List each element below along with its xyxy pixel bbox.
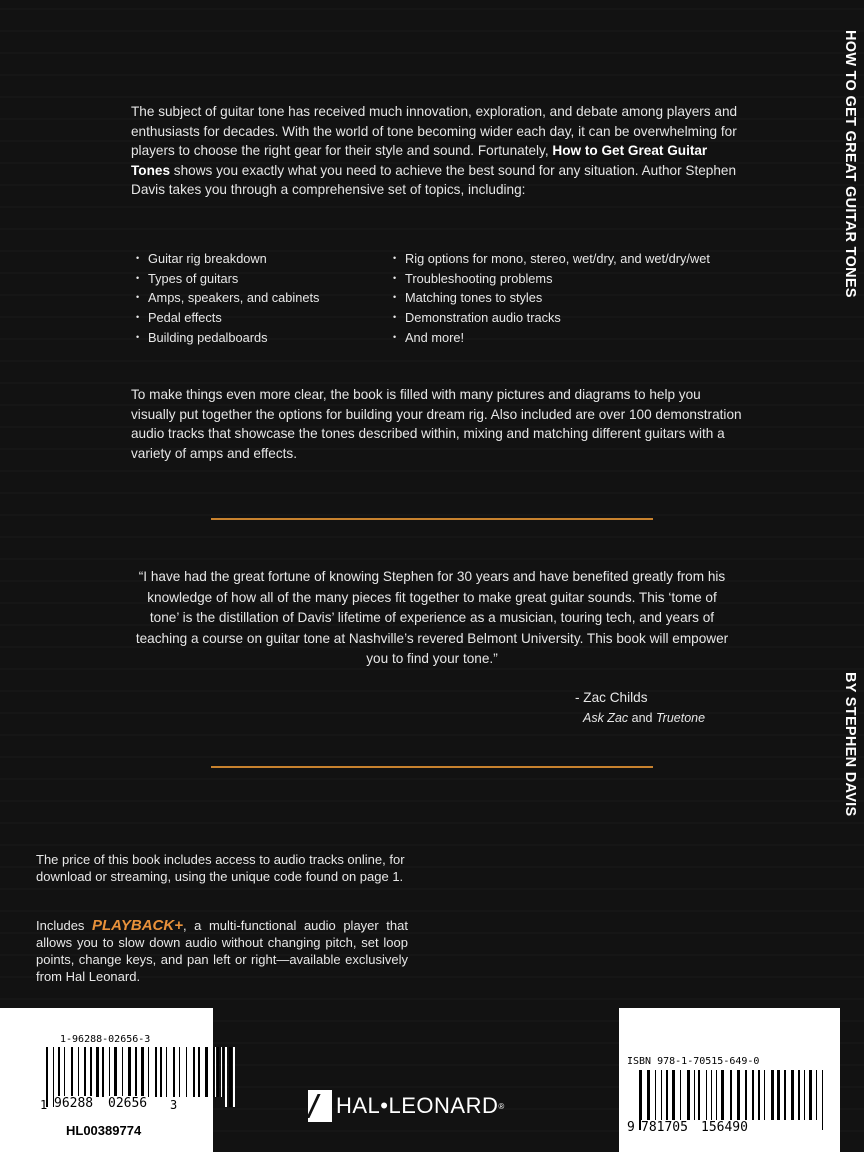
barcode-bar [125, 1047, 127, 1097]
quote-author: - Zac Childs [575, 690, 648, 705]
barcode-bar [666, 1070, 668, 1120]
barcode-bar [748, 1070, 750, 1120]
barcode-bar [80, 1047, 83, 1097]
barcode-bar [221, 1047, 222, 1097]
barcode-bar [687, 1070, 690, 1120]
spine-author: BY STEPHEN DAVIS [842, 672, 858, 817]
barcode-bar [795, 1070, 797, 1120]
barcode-bar [755, 1070, 757, 1120]
logo-mark-icon [308, 1090, 332, 1122]
isbn-barcode-panel: ISBN 978-1-70515-649-0 9 781705 156490 [619, 1008, 840, 1152]
barcode-bar [223, 1047, 224, 1097]
barcode-bar [680, 1070, 681, 1120]
playback-text: Includes PLAYBACK+, a multi-functional audio player that allows you to slow down audio without changing pitch, set loop points, change keys, and pan left or right—available exclusively from Hal Leonard. [36, 917, 408, 984]
topic-item: • Pedal effects [136, 308, 319, 328]
barcode-bar [229, 1047, 232, 1107]
barcode-bar [50, 1047, 52, 1107]
barcode-bar [225, 1047, 227, 1107]
barcode-bar [655, 1070, 656, 1120]
barcode-bar [150, 1047, 153, 1097]
topic-item: • Amps, speakers, and cabinets [136, 288, 319, 308]
barcode-bar [135, 1047, 137, 1097]
barcode-bar [806, 1070, 807, 1120]
topic-item: • Rig options for mono, stereo, wet/dry, and wet/dry/wet [393, 249, 710, 269]
barcode-bar [102, 1047, 104, 1097]
topic-item: • Types of guitars [136, 269, 319, 289]
barcode-bar [132, 1047, 133, 1097]
barcode-bar [711, 1070, 712, 1120]
barcode-bar [148, 1047, 149, 1097]
barcode-bar [88, 1047, 89, 1097]
barcode-bar [114, 1047, 117, 1097]
barcode-bar [804, 1070, 805, 1120]
playback-logo: PLAYBACK+ [92, 917, 183, 934]
barcode-bar [109, 1047, 110, 1097]
barcode-bar [669, 1070, 670, 1120]
barcode-bar [61, 1047, 63, 1097]
barcode-bar [67, 1047, 70, 1097]
barcode-bar [93, 1047, 94, 1097]
barcode-bar [196, 1047, 197, 1097]
barcode-bar [787, 1070, 789, 1120]
barcode-bar [209, 1047, 211, 1097]
barcode-bar [106, 1047, 108, 1097]
upc-barcode-panel: 1-96288-02656-3 1 96288 02656 3 HL00389774 [0, 1008, 213, 1152]
barcode-bar [55, 1047, 56, 1097]
barcode-bar [775, 1070, 776, 1120]
barcode-bar [819, 1070, 821, 1130]
barcode-bar [771, 1070, 774, 1120]
topic-item: • Guitar rig breakdown [136, 249, 319, 269]
barcode-bar [118, 1047, 121, 1097]
barcode-bar [813, 1070, 815, 1120]
barcode-bar [784, 1070, 786, 1120]
topic-item: • Demonstration audio tracks [393, 308, 710, 328]
barcode-bar [71, 1047, 73, 1097]
barcode-bar [164, 1047, 165, 1097]
topics-list-left [136, 249, 319, 348]
barcode-bar [215, 1047, 216, 1097]
barcode-bar [758, 1070, 760, 1120]
barcode-bar [179, 1047, 180, 1097]
barcode-bar [160, 1047, 162, 1097]
barcode-bar [725, 1070, 728, 1120]
barcode-bar [233, 1047, 235, 1107]
barcode-bar [90, 1047, 92, 1097]
barcode-bar [213, 1047, 214, 1097]
barcode-bar [664, 1070, 665, 1120]
barcode-bar [764, 1070, 765, 1120]
barcode-bar [782, 1070, 783, 1120]
barcode-bar [128, 1047, 131, 1097]
barcode-bar [721, 1070, 724, 1120]
barcode-bar [64, 1047, 65, 1097]
barcode-bar [676, 1070, 679, 1120]
barcode-bar [694, 1070, 695, 1120]
spine-title: HOW TO GET GREAT GUITAR TONES [842, 30, 858, 298]
barcode-bar [158, 1047, 159, 1097]
topic-item: • Troubleshooting problems [393, 269, 710, 289]
testimonial-quote: “I have had the great fortune of knowing Stephen for 30 years and have benefited greatly from his knowledge of how all of the many pieces fit together to make great guitar sounds. This ‘tome of tone’ is the distillation of Davis’ lifetime of experience as a musician, touring tech, and years of teaching a course on guitar tone at Nashville’s revered Belmont University. This book will empower you to find your tone.” [135, 569, 729, 666]
barcode-bar [193, 1047, 195, 1097]
barcode-bar [78, 1047, 79, 1097]
barcode-bar [205, 1047, 208, 1097]
barcode-bar [762, 1070, 763, 1120]
divider [211, 766, 653, 768]
barcode-bar [96, 1047, 99, 1097]
product-code: HL00389774 [66, 1123, 142, 1138]
book-title: How to Get Great Guitar Tones [131, 143, 708, 178]
barcode-bar [716, 1070, 717, 1120]
barcode-bar [168, 1047, 171, 1097]
barcode-bar [698, 1070, 700, 1120]
intro-paragraph: The subject of guitar tone has received much innovation, exploration, and debate among players and enthusiasts for decades. With the world of tone becoming wider each day, it can be overwhelming for players to choose the right gear for their style and sound. Fortunately, How to Get Great Guitar Tones shows you exactly what you need to achieve the best sound for any situation. Author Stephen Davis takes you through a comprehensive set of topics, including: [131, 104, 738, 198]
barcode-bar [706, 1070, 707, 1120]
upc-top-number: 1-96288-02656-3 [60, 1034, 151, 1045]
barcode-bar [696, 1070, 697, 1120]
barcode-bar [661, 1070, 662, 1120]
barcode-bar [802, 1070, 803, 1120]
barcode-bar [777, 1070, 780, 1120]
barcode-bar [672, 1070, 675, 1120]
barcode-bar [683, 1070, 686, 1120]
barcode-bar [74, 1047, 76, 1097]
barcode-bar [100, 1047, 101, 1097]
barcode-bar [719, 1070, 720, 1120]
barcode-bar [752, 1070, 754, 1120]
topics-list-right [393, 249, 710, 348]
barcode-bar [188, 1047, 191, 1097]
barcode-bar [111, 1047, 112, 1097]
topic-item: • And more! [393, 328, 710, 348]
barcode-bar [217, 1047, 219, 1097]
barcode-bar [791, 1070, 794, 1120]
barcode-bar [702, 1070, 705, 1120]
barcode-bar [176, 1047, 178, 1097]
barcode-bar [84, 1047, 86, 1097]
barcode-bar [182, 1047, 185, 1097]
divider [211, 518, 653, 520]
barcode-bar [166, 1047, 167, 1097]
barcode-bar [657, 1070, 660, 1120]
barcode-bar [173, 1047, 175, 1097]
barcode-bar [822, 1070, 823, 1130]
barcode-bar [691, 1070, 692, 1120]
barcode-bar [58, 1047, 60, 1097]
barcode-bar [708, 1070, 709, 1120]
barcode-bar [651, 1070, 653, 1120]
barcode-bar [742, 1070, 744, 1120]
barcode-bar [745, 1070, 747, 1120]
barcode-bar [766, 1070, 769, 1120]
barcode-bar [155, 1047, 157, 1097]
barcode-bar [198, 1047, 200, 1097]
barcode-bar [824, 1070, 825, 1130]
topic-item: • Building pedalboards [136, 328, 319, 348]
topic-item: • Matching tones to styles [393, 288, 710, 308]
barcode-bar [713, 1070, 715, 1120]
audio-access-text: The price of this book includes access to audio tracks online, for download or streaming, using the unique code found on page 1. [36, 852, 405, 884]
barcode-bar [122, 1047, 123, 1097]
hal-leonard-logo: HAL•LEONARD ® [308, 1090, 505, 1122]
barcode-bar [809, 1070, 812, 1120]
quote-credits: Ask Zac and Truetone [583, 711, 706, 725]
barcode-bar [202, 1047, 204, 1097]
barcode-bar [186, 1047, 187, 1097]
isbn-number: ISBN 978-1-70515-649-0 [627, 1056, 760, 1067]
barcode-bar [798, 1070, 800, 1120]
description-paragraph: To make things even more clear, the book is filled with many pictures and diagrams to help you visually put together the options for building your dream rig. Also included are over 100 demonstration audio tracks that showcase the tones described within, mixing and matching different guitars with a variety of amps and effects. [131, 387, 742, 461]
barcode-bar [816, 1070, 817, 1120]
